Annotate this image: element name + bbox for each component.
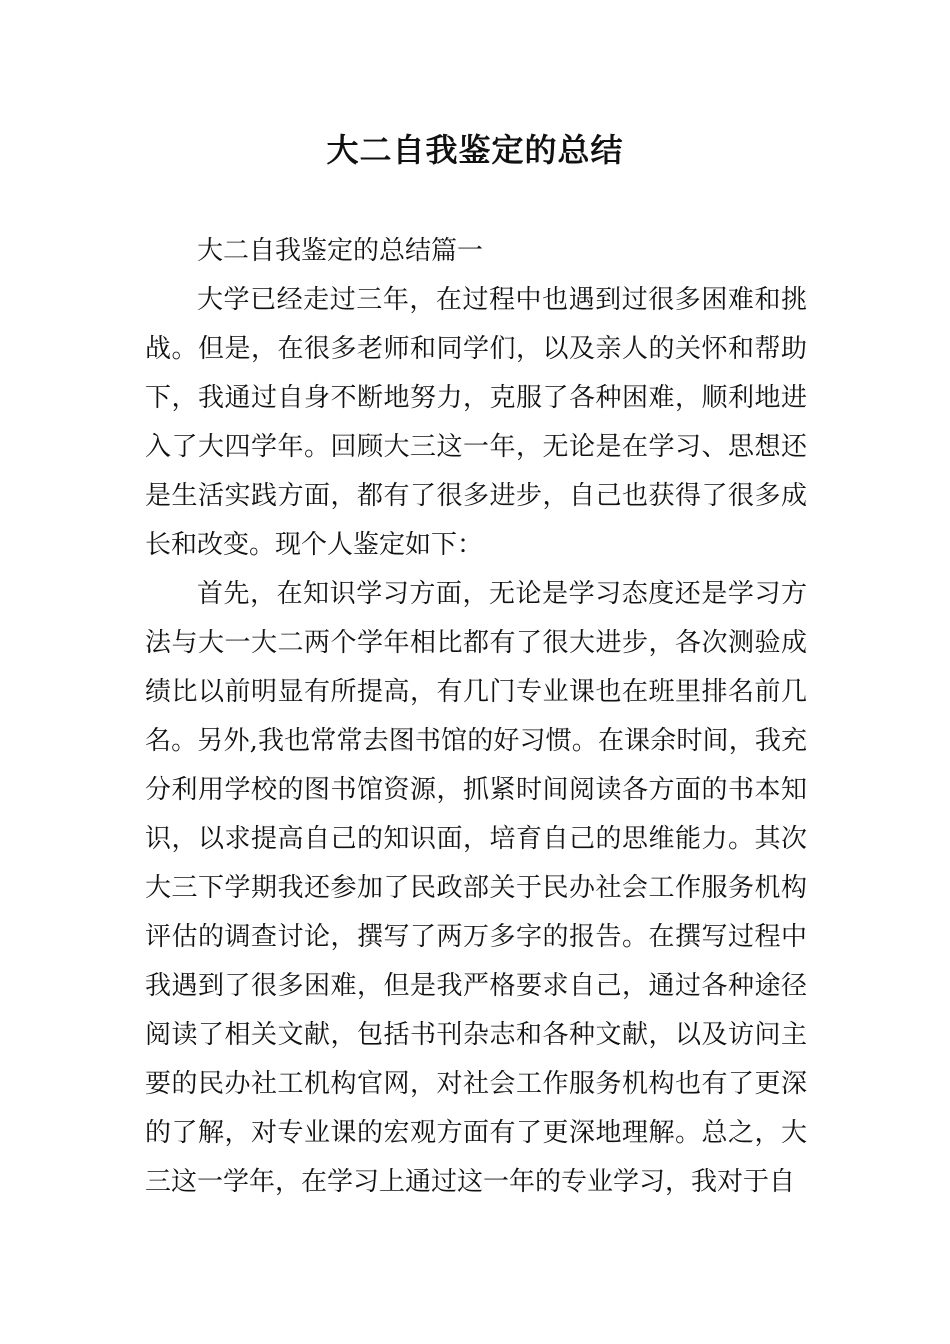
body-paragraph: 大学已经走过三年，在过程中也遇到过很多困难和挑战。但是，在很多老师和同学们，以及亲人的关怀和帮助下，我通过自身不断地努力，克服了各种困难，顺利地进入了大四学年。回顾大三这一年，无论是在学习、思想还是生活实践方面，都有了很多进步，自己也获得了很多成长和改变。现个人鉴定如下： bbox=[145, 285, 807, 560]
body-paragraph: 首先，在知识学习方面，无论是学习态度还是学习方法与大一大二两个学年相比都有了很大进步，各次测验成绩比以前明显有所提高，有几门专业课也在班里排名前几名。另外,我也常常去图书馆的好习惯。在课余时间，我充分利用学校的图书馆资源，抓紧时间阅读各方面的书本知识，以求提高自己的知识面，培育自己的思维能力。其次大三下学期我还参加了民政部关于民办社会工作服务机构评估的调查讨论，撰写了两万多字的报告。在撰写过程中我遇到了很多困难，但是我严格要求自己，通过各种途径阅读了相关文献，包括书刊杂志和各种文献，以及访问主要的民办社工机构官网，对社会工作服务机构也有了更深的了解，对专业课的宏观方面有了更深地理解。总之，大三这一学年，在学习上通过这一年的专业学习，我对于自 bbox=[145, 579, 807, 1197]
document-title: 大二自我鉴定的总结 bbox=[326, 131, 624, 169]
document-body bbox=[145, 227, 807, 1207]
section-heading: 大二自我鉴定的总结篇一 bbox=[197, 236, 484, 266]
